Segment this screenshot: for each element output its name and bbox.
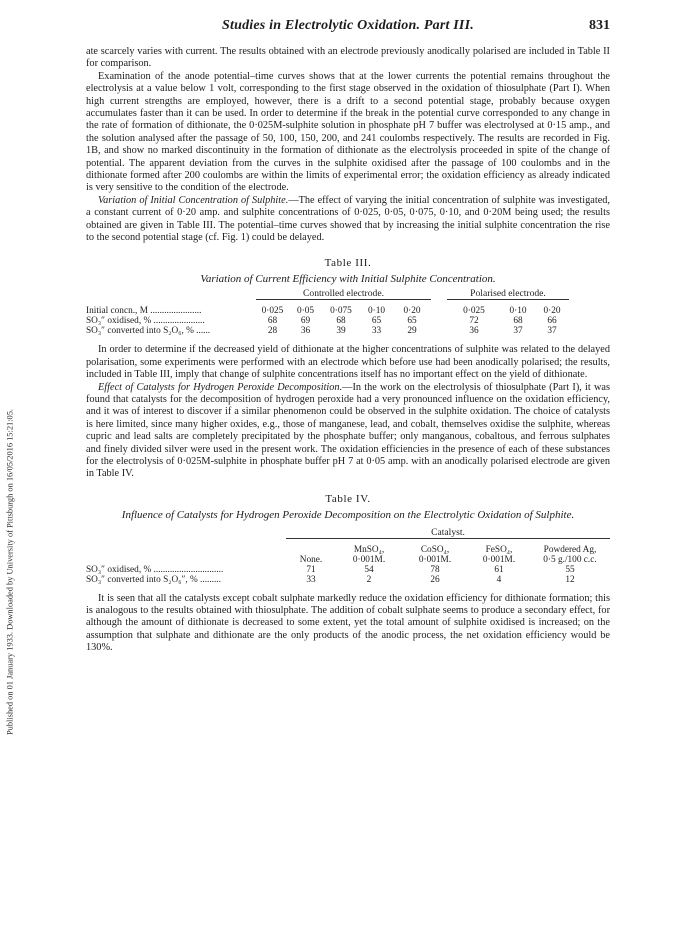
table-cell: 2 — [366, 574, 372, 585]
table-cell: 68 — [336, 316, 346, 327]
column-header: 0·001M. — [482, 554, 516, 565]
column-header: CoSO₄, — [420, 544, 450, 555]
row-label: SO₃″ oxidised, % ...................... — [86, 316, 205, 327]
running-title: Studies in Electrolytic Oxidation. Part III. — [222, 18, 474, 33]
table-cell: 78 — [430, 564, 440, 575]
table-3-group-headers — [86, 289, 610, 300]
table-cell: 55 — [565, 564, 575, 575]
table-row — [86, 316, 610, 326]
group-controlled-electrode: Controlled electrode. — [303, 288, 384, 300]
table-4-column-headers-1 — [86, 545, 610, 555]
column-header: MnSO₄, — [353, 544, 385, 555]
table-cell: 0·20 — [403, 306, 421, 317]
column-header: 0·5 g./100 c.c. — [543, 554, 597, 565]
table-4-caption: Table IV. — [325, 492, 371, 505]
table-cell: 29 — [407, 326, 417, 337]
table-row — [86, 565, 610, 575]
paragraph-4: In order to determine if the decreased yield of dithionate at the higher concentrations of sulphite was related to the delayed polarisation, some experiments were performed with an electrode which before use had been anodically polarised; the results, included in Table III, imply that change of sulphite concentrations itself has no important effect on the yield of dithionate. — [86, 344, 610, 381]
table-3 — [86, 289, 610, 336]
sidebar-publication-note — [0, 0, 20, 936]
group-catalyst: Catalyst. — [431, 526, 465, 538]
table-cell: 66 — [547, 316, 557, 327]
running-header — [86, 20, 610, 46]
paragraph-3 — [86, 195, 610, 245]
page-content — [86, 20, 610, 655]
column-header: None. — [299, 554, 323, 565]
table-cell: 65 — [371, 316, 382, 327]
sidebar-text: Published on 01 January 1933. Downloaded by University of Pittsburgh on 16/05/2016 15:21:05. — [5, 409, 15, 735]
table-cell: 72 — [469, 316, 479, 327]
table-cell: 39 — [336, 326, 346, 337]
table-cell: 37 — [513, 326, 523, 337]
table-cell: 0·10 — [509, 306, 527, 317]
table-cell: 0·10 — [367, 306, 386, 317]
section-heading-initial-concentration: Variation of Initial Concentration of Sulphite. — [98, 194, 289, 206]
table-cell: 0·025 — [463, 306, 485, 317]
paragraph-6: It is seen that all the catalysts except cobalt sulphate markedly reduce the oxidation efficiency for dithionate formation; this is analogous to the results obtained with thiosulphate. The addition of cobalt sulphate seems to produce a secondary effect, for although the amount of dithionate is decreased to some extent, yet the total amount of sulphite oxidised is increased; on the assumption that sulphate and dithionate are the only products of the anodic process, the net oxidation efficiency would be 130%. — [86, 592, 610, 654]
table-cell: 12 — [565, 574, 575, 585]
table-cell: 65 — [407, 316, 417, 327]
row-label: Initial concn., M ...................... — [86, 306, 202, 317]
table-cell: 33 — [306, 574, 316, 585]
table-cell: 26 — [430, 574, 440, 585]
table-3-title: Variation of Current Efficiency with Initial Sulphite Concentration. — [200, 272, 496, 285]
table-cell: 36 — [469, 326, 479, 337]
row-label: SO₃″ oxidised, % .............................. — [86, 564, 224, 575]
table-cell: 37 — [547, 326, 557, 337]
table-4-group-header — [86, 528, 610, 539]
column-header: FeSO₄, — [485, 544, 513, 555]
table-row — [86, 326, 610, 336]
paragraph-5 — [86, 382, 610, 481]
table-4-column-headers-2 — [86, 555, 610, 565]
table-4-title: Influence of Catalysts for Hydrogen Peroxide Decomposition on the Electrolytic Oxidation of Sulphite. — [121, 509, 575, 522]
table-cell: 0·05 — [296, 306, 315, 317]
table-cell: 0·025 — [261, 306, 284, 317]
column-header: 0·001M. — [352, 554, 386, 565]
row-label: SO₃″ converted into S₂O₆″, % ......... — [86, 574, 221, 585]
table-cell: 4 — [496, 574, 502, 585]
table-row — [86, 306, 610, 316]
paragraph-3-body: —The effect of varying the initial concentration of sulphite was investigated, a constant current of 0·20 amp. and sulphite concentrations of 0·025, 0·05, 0·075, 0·10, and 0·20M being used; the results obtained are given in Table III. The potential–time curves showed that by increasing the initial sulphite concentration the rise to the second potential stage (cf. Fig. 1) could be delayed. — [86, 194, 611, 244]
table-cell: 36 — [300, 326, 311, 337]
table-cell: 68 — [267, 316, 278, 327]
section-heading-catalysts: Effect of Catalysts for Hydrogen Peroxide Decomposition. — [98, 381, 343, 393]
table-cell: 0·20 — [543, 306, 561, 317]
table-cell: 54 — [364, 564, 374, 575]
group-polarised-electrode: Polarised electrode. — [470, 288, 546, 300]
column-header — [286, 545, 336, 555]
table-cell: 69 — [300, 316, 311, 327]
table-cell: 71 — [306, 564, 316, 575]
table-cell: 0·075 — [330, 306, 352, 317]
paragraph-5-body: —In the work on the electrolysis of thiosulphate (Part I), it was found that catalysts for the decomposition of hydrogen peroxide had a very pronounced influence on the oxidation efficiency, and it was of interest to discover if a similar phenomenon could be observed in the sulphite oxidation. The choice of catalysts is here limited, since many higher oxides, e.g., those of manganese, lead, and cobalt, themselves oxidise the sulphite, whereas cupric and lead salts are completely precipitated by the phosphate buffer; only manganous, cobaltous, and ferrous sulphates and finely divided silver were used in the present work. The oxidation efficiencies in the presence of each of these substances for the electrolysis of 0·025M-sulphite in phosphate buffer pH 7 at 0·05 amp. with an anodically polarised electrode are given in Table IV. — [86, 381, 610, 480]
paragraph-2: Examination of the anode potential–time curves shows that at the lower currents the potential remains throughout the electrolysis at a value below 1 volt, corresponding to the first stage observed in the oxidation of thiosulphate (Part I). When high current strengths are employed, however, there is a drift to a second potential stage, probably because oxygen accumulates faster than it can be used. In order to determine if the break in the potential curve corresponded to any change in the rate of formation of dithionate, the 0·025M-sulphite solution in phosphate pH 7 buffer was electrolysed at 0·15 amp., and the solution analysed after the passage of 50, 100, 150, 200, and 241 coulombs respectively. The results are recorded in Fig. 1B, and show no marked discontinuity in the formation of dithionate as the electrolysis proceeded in spite of the change of potential. The apparent deviation from the curves in the sulphite oxidised after the passage of 100 coulombs and in the dithionate formed after 200 coulombs are within the limits of experimental error; the oxidation efficiency as already indicated is very sensitive to the condition of the electrode. — [86, 70, 610, 194]
row-label: SO₃″ converted into S₂O₆, % ...... — [86, 326, 211, 337]
table-cell: 61 — [494, 564, 504, 575]
column-header: Powdered Ag, — [543, 544, 597, 555]
table-4 — [86, 528, 610, 585]
table-row — [86, 575, 610, 585]
table-cell: 33 — [371, 326, 382, 337]
table-cell: 68 — [513, 316, 523, 327]
paragraph-1: ate scarcely varies with current. The results obtained with an electrode previously anodically polarised are included in Table II for comparison. — [86, 46, 610, 70]
table-3-caption: Table III. — [324, 256, 372, 269]
column-header: 0·001M. — [418, 554, 452, 565]
table-cell: 28 — [267, 326, 278, 337]
page-number: 831 — [589, 18, 610, 33]
